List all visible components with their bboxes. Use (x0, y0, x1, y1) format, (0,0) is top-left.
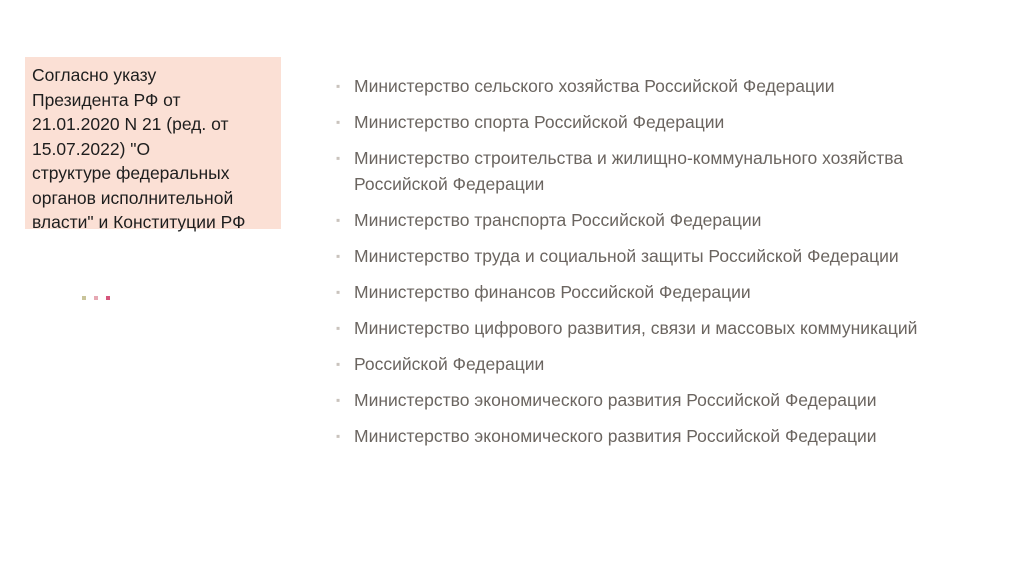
bullet-icon: ▪ (336, 115, 341, 129)
ministry-name: Министерство экономического развития Российской Федерации (354, 425, 877, 446)
list-item (336, 110, 976, 136)
list-item (336, 244, 976, 270)
ministry-name: Министерство цифрового развития, связи и массовых коммуникаций (354, 317, 918, 338)
ministry-name: Министерство экономического развития Российской Федерации (354, 389, 877, 410)
dot-icon (82, 296, 86, 300)
list-item (336, 424, 976, 450)
bullet-icon: ▪ (336, 392, 341, 407)
bullet-icon: ▪ (336, 284, 341, 299)
ministry-list (336, 74, 976, 460)
bullet-icon: ▪ (336, 428, 341, 443)
list-item (336, 208, 976, 234)
list-item (336, 352, 976, 378)
list-item (336, 280, 976, 306)
bullet-icon: ▪ (336, 356, 341, 371)
bullet-icon: ▪ (336, 320, 341, 335)
bullet-icon: ▪ (336, 79, 341, 93)
ministry-name: Министерство спорта Российской Федерации (354, 112, 725, 132)
dot-icon (106, 296, 110, 300)
ministry-name: Министерство труда и социальной защиты Российской Федерации (354, 245, 899, 266)
bullet-icon: ▪ (336, 151, 341, 165)
ministry-name: Министерство строительства и жилищно-коммунального хозяйства Российской Федерации (354, 148, 904, 194)
ministry-name: Министерство транспорта Российской Федерации (354, 209, 762, 230)
list-item (336, 388, 976, 414)
decorative-dots (82, 296, 110, 300)
list-item (336, 146, 976, 197)
bullet-icon: ▪ (336, 248, 341, 263)
ministry-name: Министерство финансов Российской Федерации (354, 281, 751, 302)
dot-icon (94, 296, 98, 300)
list-item (336, 316, 976, 342)
source-note-box (25, 57, 281, 232)
ministry-name: Российской Федерации (354, 353, 545, 374)
ministry-name: Министерство сельского хозяйства Российской Федерации (354, 76, 835, 96)
bullet-icon: ▪ (336, 212, 341, 227)
source-note-text: Согласно указу Президента РФ от 21.01.2020 N 21 (ред. от 15.07.2022) "О структуре федеральных органов исполнительной власти" и Конституции РФ (32, 65, 246, 232)
list-item (336, 74, 976, 100)
